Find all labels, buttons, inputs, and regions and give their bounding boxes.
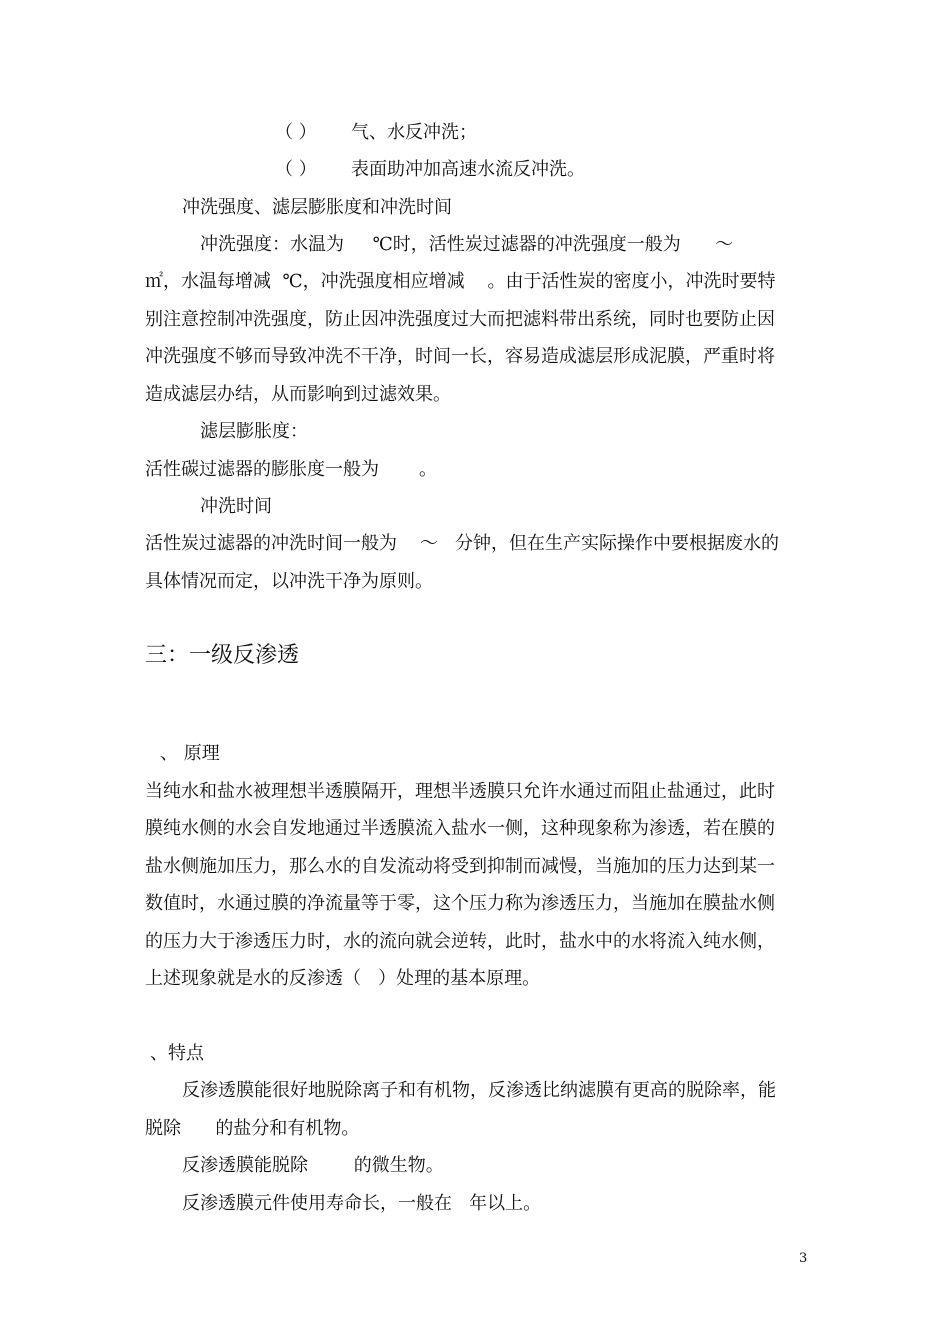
text-line: ㎡，水温每增减 ℃，冲洗强度相应增减 。由于活性炭的密度小，冲洗时要特 — [145, 271, 776, 292]
text-line: 膜纯水侧的水会自发地通过半透膜流入盐水一侧，这种现象称为渗透，若在膜的 — [145, 818, 775, 839]
text-line: 活性碳过滤器的膨胀度一般为 。 — [145, 459, 438, 480]
text-line: 数值时，水通过膜的净流量等于零，这个压力称为渗透压力，当施加在膜盐水侧 — [145, 893, 775, 914]
text-line: （ ） 表面助冲加高速水流反冲洗。 — [275, 159, 586, 180]
text-line: 反渗透膜能很好地脱除离子和有机物，反渗透比纳滤膜有更高的脱除率，能 — [182, 1080, 776, 1101]
text-line: 具体情况而定，以冲洗干净为原则。 — [145, 571, 433, 592]
text-line: 别注意控制冲洗强度，防止因冲洗强度过大而把滤料带出系统，同时也要防止因 — [145, 309, 775, 330]
text-line: 活性炭过滤器的冲洗时间一般为 ～ 分钟，但在生产实际操作中要根据废水的 — [145, 533, 780, 554]
subheading: 滤层膨胀度： — [200, 421, 308, 442]
text-line: 上述现象就是水的反渗透（ ）处理的基本原理。 — [145, 968, 541, 989]
subheading: 冲洗强度、滤层膨胀度和冲洗时间 — [182, 197, 452, 218]
subheading: 冲洗时间 — [200, 496, 272, 517]
text-line: （ ） 气、水反冲洗； — [275, 122, 478, 143]
subheading: 、特点 — [150, 1043, 204, 1064]
text-line: 造成滤层办结，从而影响到过滤效果。 — [145, 384, 451, 405]
text-line: 盐水侧施加压力，那么水的自发流动将受到抑制而减慢，当施加的压力达到某一 — [145, 856, 775, 877]
text-line: 的压力大于渗透压力时，水的流向就会逆转，此时，盐水中的水将流入纯水侧， — [145, 931, 775, 952]
text-line: 反渗透膜元件使用寿命长，一般在 年以上。 — [182, 1193, 542, 1214]
text-line: 当纯水和盐水被理想半透膜隔开，理想半透膜只允许水通过而阻止盐通过，此时 — [145, 781, 775, 802]
page-number: 3 — [799, 1251, 808, 1266]
text-line: 脱除 的盐分和有机物。 — [145, 1118, 360, 1139]
text-line: 反渗透膜能脱除 的微生物。 — [182, 1155, 444, 1176]
text-line: 冲洗强度不够而导致冲洗不干净，时间一长，容易造成滤层形成泥膜，严重时将 — [145, 346, 775, 367]
text-line: 冲洗强度：水温为 ℃时，活性炭过滤器的冲洗强度一般为 ～ — [200, 234, 734, 255]
subheading: 、 原理 — [160, 743, 220, 764]
section-heading: 三：一级反渗透 — [145, 643, 300, 668]
